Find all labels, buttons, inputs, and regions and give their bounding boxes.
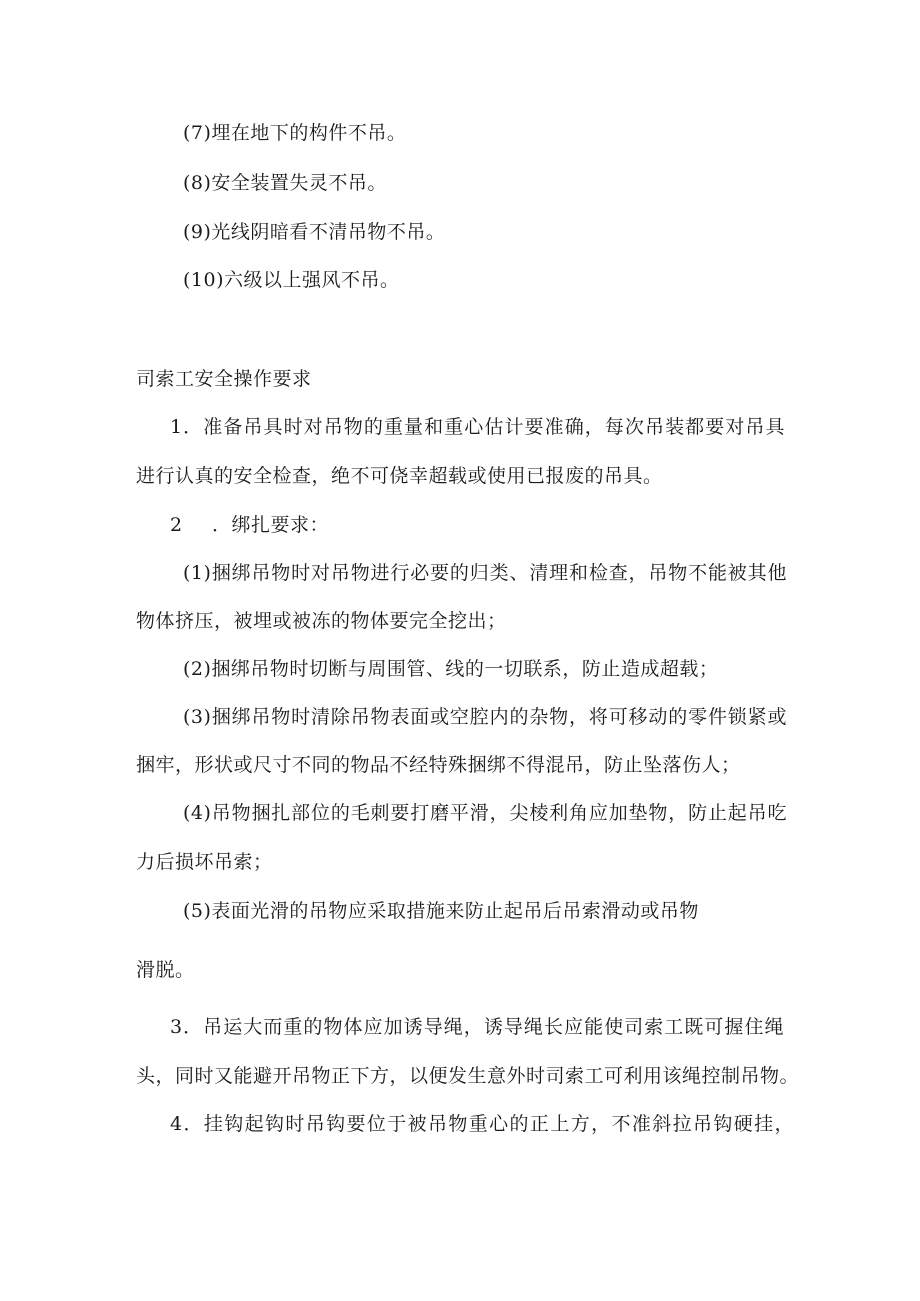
rule-item-9: (9)光线阴暗看不清吊物不吊。 [183, 221, 446, 243]
section-title: 司索工安全操作要求 [136, 368, 312, 390]
rule-item-8: (8)安全装置失灵不吊。 [183, 172, 387, 194]
item2-number: 2 [170, 514, 183, 536]
item2-sub5-line2: 滑脱。 [136, 959, 195, 981]
item2-sub4-line2: 力后损坏吊索； [136, 851, 273, 873]
item3-line2: 头，同时又能避开吊物正下方，以便发生意外时司索工可利用该绳控制吊物。 [136, 1065, 800, 1087]
rule-item-7: (7)埋在地下的构件不吊。 [183, 122, 407, 144]
item2-sub4-line1: (4)吊物捆扎部位的毛刺要打磨平滑，尖棱利角应加垫物，防止起吊吃 [183, 802, 787, 824]
item2-sub2: (2)捆绑吊物时切断与周围管、线的一切联系，防止造成超载； [183, 658, 719, 680]
item2-sub3-line1: (3)捆绑吊物时清除吊物表面或空腔内的杂物，将可移动的零件锁紧或 [183, 706, 787, 728]
item2-heading: ．绑扎要求： [212, 514, 330, 536]
item2-sub5-line1: (5)表面光滑的吊物应采取措施来防止起吊后吊索滑动或吊物 [183, 900, 699, 922]
item4-line1: 4．挂钩起钩时吊钩要位于被吊物重心的正上方，不准斜拉吊钩硬挂， [170, 1113, 794, 1135]
item1-line1: 1．准备吊具时对吊物的重量和重心估计要准确，每次吊装都要对吊具 [170, 416, 785, 438]
item3-line1: 3．吊运大而重的物体应加诱导绳，诱导绳长应能使司索工既可握住绳 [170, 1016, 784, 1038]
item2-sub3-line2: 捆牢，形状或尺寸不同的物品不经特殊捆绑不得混吊，防止坠落伤人； [136, 754, 741, 776]
item2-sub1-line2: 物体挤压，被埋或被冻的物体要完全挖出； [136, 610, 507, 632]
rule-item-10: (10)六级以上强风不吊。 [183, 269, 400, 291]
item1-line2: 进行认真的安全检查，绝不可侥幸超载或使用已报废的吊具。 [136, 465, 663, 487]
item2-sub1-line1: (1)捆绑吊物时对吊物进行必要的归类、清理和检查，吊物不能被其他 [183, 562, 787, 584]
